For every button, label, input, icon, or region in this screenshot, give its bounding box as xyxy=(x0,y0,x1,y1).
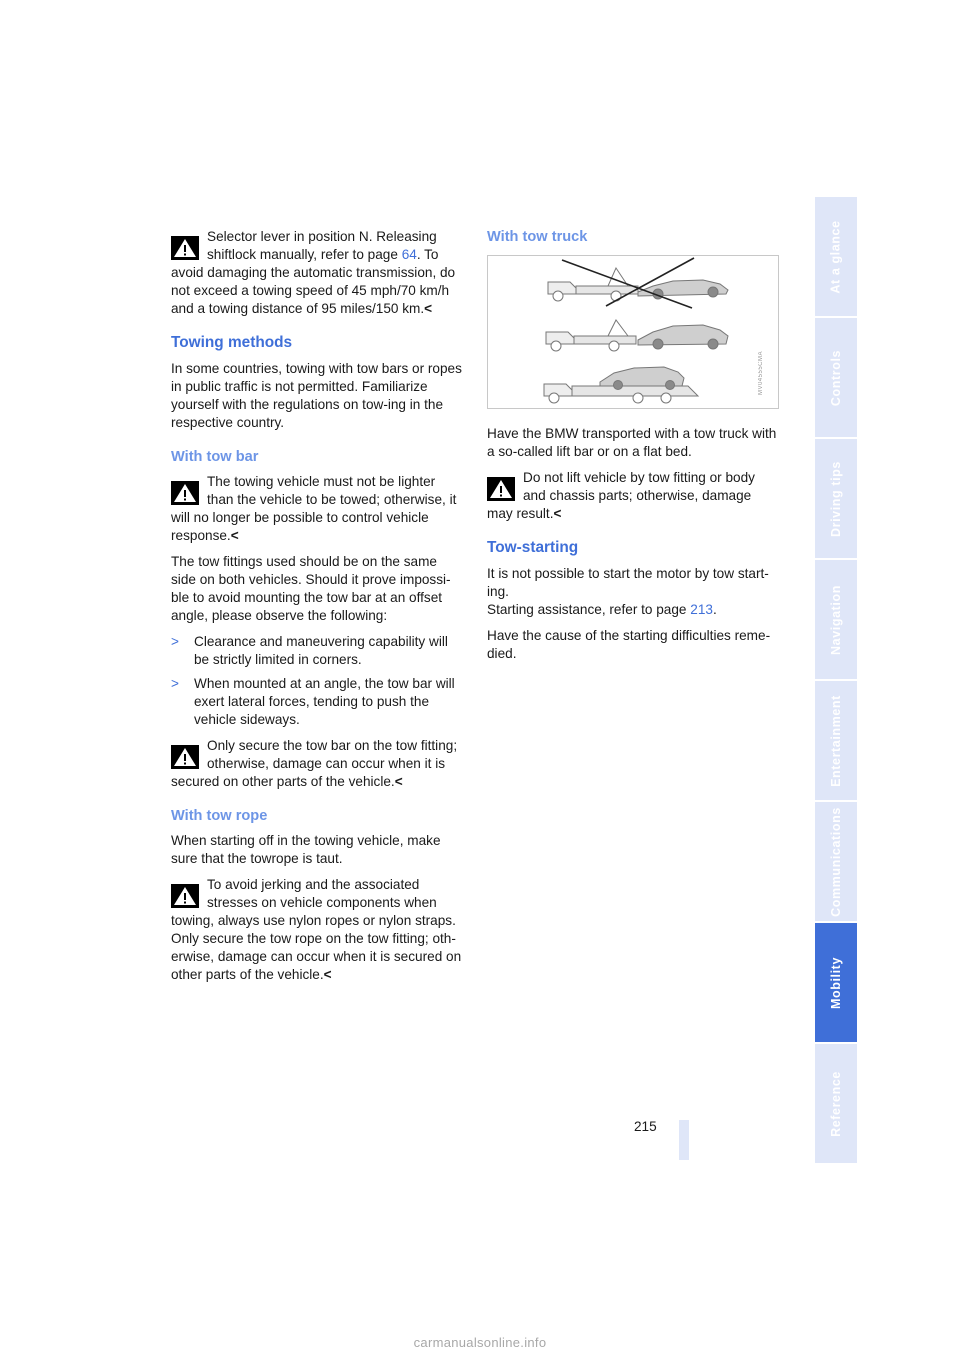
end-mark: < xyxy=(553,506,562,521)
tow-truck-drawing xyxy=(488,256,780,410)
heading-with-tow-bar: With tow bar xyxy=(171,449,259,465)
warning-tow-bar-weight: The towing vehicle must not be lighter than the vehicle to be towed; otherwise, it will no longer be possible to control vehicle response.< xyxy=(171,474,457,543)
sidebar-tab-communications[interactable]: Communications xyxy=(815,802,857,921)
end-mark: < xyxy=(230,528,239,543)
flat-bed-truck-row-3 xyxy=(544,367,698,403)
heading-with-tow-truck: With tow truck xyxy=(487,229,588,245)
sidebar-tab-mobility[interactable]: Mobility xyxy=(815,923,857,1042)
warning-triangle-icon xyxy=(171,884,199,908)
sidebar-tab-entertainment[interactable]: Entertainment xyxy=(815,681,857,800)
towing-methods-body: In some countries, towing with tow bars or ropes in public traffic is not permitted. Familiarize yourself with the regulations on tow-ing in the respective country. xyxy=(171,361,462,430)
figure-code: MV04555CMA xyxy=(758,351,764,396)
bullet-mark: > xyxy=(171,634,179,649)
sidebar-tab-controls[interactable]: Controls xyxy=(815,318,857,437)
end-mark: < xyxy=(323,967,332,982)
tow-truck-row-2 xyxy=(546,320,728,351)
tow-bar-body: The tow fittings used should be on the same side on both vehicles. Should it prove impossi-ble to avoid mounting the tow bar at an offset angle, please observe the following: xyxy=(171,554,451,623)
chapter-sidebar xyxy=(815,197,857,1165)
list-item: > Clearance and maneuvering capability will be strictly limited in corners. xyxy=(171,634,448,667)
warning-triangle-icon xyxy=(171,745,199,769)
warning-tow-rope: To avoid jerking and the associated stresses on vehicle components when towing, always use nylon ropes or nylon straps. Only secure the tow rope on the tow fitting; oth-erwise, damage can occur when it is secured on other parts of the vehicle.< xyxy=(171,877,462,982)
heading-tow-starting: Tow-starting xyxy=(487,539,579,556)
right-column xyxy=(487,228,780,671)
page-link-64[interactable]: 64 xyxy=(401,247,417,262)
sidebar-tab-at-a-glance[interactable]: At a glance xyxy=(815,197,857,316)
page-link-213[interactable]: 213 xyxy=(690,602,713,617)
warning-triangle-icon xyxy=(487,477,515,501)
tow-rope-body: When starting off in the towing vehicle, make sure that the towrope is taut. xyxy=(171,833,441,866)
tow-starting-body-1: It is not possible to start the motor by tow start-ing. xyxy=(487,566,769,599)
watermark[interactable]: carmanualsonline.info xyxy=(413,1335,547,1350)
page-number: 215 xyxy=(634,1119,657,1134)
left-column xyxy=(171,228,464,992)
heading-towing-methods: Towing methods xyxy=(171,334,293,351)
tow-starting-body-3: Have the cause of the starting difficulties reme-died. xyxy=(487,628,771,661)
sidebar-tab-reference[interactable]: Reference xyxy=(815,1044,857,1163)
warning-triangle-icon xyxy=(171,236,199,260)
list-item: > When mounted at an angle, the tow bar will exert lateral forces, tending to push the vehicle sideways. xyxy=(171,676,455,727)
page-number-bar xyxy=(679,1120,689,1160)
tow-truck-illustration xyxy=(487,255,779,409)
warning-triangle-icon xyxy=(171,481,199,505)
tow-bar-bullets xyxy=(171,633,464,729)
end-mark: < xyxy=(394,774,403,789)
tow-truck-row-1 xyxy=(548,268,728,301)
bullet-mark: > xyxy=(171,676,179,691)
end-mark: < xyxy=(424,301,433,316)
heading-with-tow-rope: With tow rope xyxy=(171,808,268,824)
sidebar-tab-driving-tips[interactable]: Driving tips xyxy=(815,439,857,558)
tow-truck-body: Have the BMW transported with a tow truck with a so-called lift bar or on a flat bed. xyxy=(487,426,777,459)
warning-selector-lever: Selector lever in position N. Releasing shiftlock manually, refer to page 64. To avoid damaging the automatic transmission, do not exceed a towing speed of 45 mph/70 km/h and a towing distance of 95 miles/150 km.< xyxy=(171,229,456,316)
warning-tow-bar-fitting: Only secure the tow bar on the tow fitting; otherwise, damage can occur when it is secured on other parts of the vehicle.< xyxy=(171,738,458,789)
sidebar-tab-navigation[interactable]: Navigation xyxy=(815,560,857,679)
warning-tow-truck: Do not lift vehicle by tow fitting or body and chassis parts; otherwise, damage may result.< xyxy=(487,470,755,521)
tow-starting-body-2: Starting assistance, refer to page 213. xyxy=(487,602,717,617)
